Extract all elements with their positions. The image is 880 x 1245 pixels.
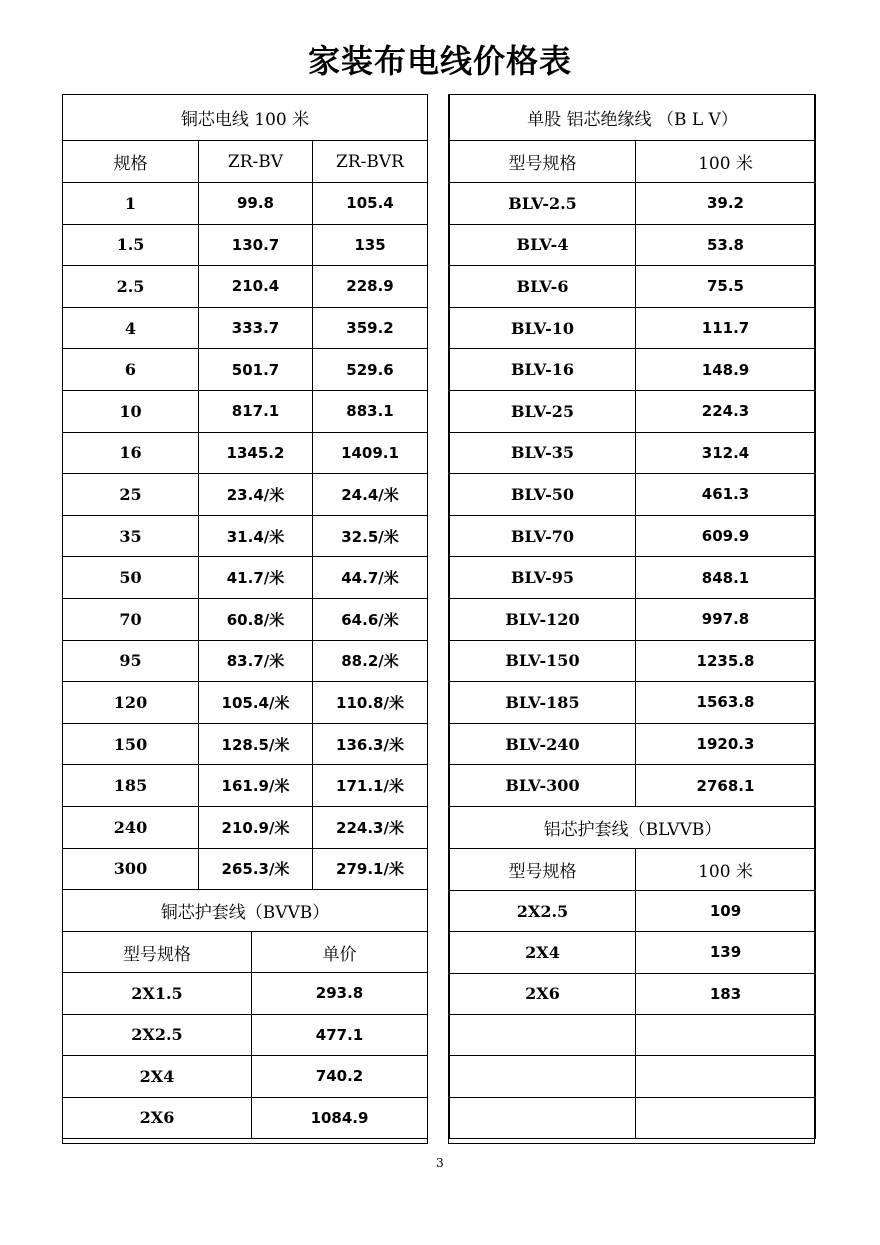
- table-row: [450, 183, 816, 225]
- page-title: 家装布电线价格表: [307, 42, 572, 80]
- spec-cell: 240: [63, 806, 199, 848]
- spec-cell: BLV-4: [450, 224, 636, 266]
- price-cell: 609.9: [636, 515, 816, 557]
- spec-cell: 150: [63, 723, 199, 765]
- table-row: [63, 224, 428, 266]
- price-cell: 105.4/米: [199, 682, 313, 724]
- column-header: 100 米: [636, 141, 816, 183]
- spec-cell: BLV-95: [450, 557, 636, 599]
- table-row: [450, 266, 816, 308]
- price-cell: 293.8: [252, 973, 428, 1015]
- price-cell: 359.2: [313, 307, 428, 349]
- column-header: ZR-BV: [199, 141, 313, 183]
- table-row: [450, 932, 816, 973]
- table-row: [450, 515, 816, 557]
- spec-cell: 50: [63, 557, 199, 599]
- table-row: [63, 1056, 428, 1098]
- spec-cell: 16: [63, 432, 199, 474]
- price-cell: 1409.1: [313, 432, 428, 474]
- price-cell: 171.1/米: [313, 765, 428, 807]
- price-cell: 64.6/米: [313, 598, 428, 640]
- price-cell: 477.1: [252, 1014, 428, 1056]
- table-row: [63, 682, 428, 724]
- price-cell: 224.3: [636, 390, 816, 432]
- price-cell: 501.7: [199, 349, 313, 391]
- table-row: [450, 765, 816, 807]
- section-title: 单股 铝芯绝缘线 （B L V）: [450, 95, 816, 141]
- price-cell: 130.7: [199, 224, 313, 266]
- table-row: [450, 432, 816, 474]
- table-row: [63, 1097, 428, 1139]
- price-cell: 83.7/米: [199, 640, 313, 682]
- copper-wire-table: [62, 94, 428, 1139]
- spec-cell: 300: [63, 848, 199, 890]
- table-row: [450, 890, 816, 931]
- price-cell: 740.2: [252, 1056, 428, 1098]
- section-header-row: [63, 890, 428, 932]
- spec-cell: BLV-240: [450, 723, 636, 765]
- column-header: ZR-BVR: [313, 141, 428, 183]
- page-number: 3: [436, 1156, 444, 1170]
- table-row: [63, 349, 428, 391]
- spec-cell: BLV-25: [450, 390, 636, 432]
- spec-cell: 2.5: [63, 266, 199, 308]
- table-row: [63, 806, 428, 848]
- table-row: [63, 432, 428, 474]
- spec-cell: 120: [63, 682, 199, 724]
- table-row: [450, 557, 816, 599]
- table-row: [63, 640, 428, 682]
- price-cell: 39.2: [636, 183, 816, 225]
- price-cell: 31.4/米: [199, 515, 313, 557]
- spec-cell: 4: [63, 307, 199, 349]
- table-row: [63, 390, 428, 432]
- spec-cell: 70: [63, 598, 199, 640]
- price-cell: 2768.1: [636, 765, 816, 807]
- column-header: 型号规格: [63, 932, 252, 973]
- price-cell: 1235.8: [636, 640, 816, 682]
- spec-cell: BLV-10: [450, 307, 636, 349]
- price-cell: 228.9: [313, 266, 428, 308]
- price-cell: [636, 1097, 816, 1138]
- spec-cell: BLV-6: [450, 266, 636, 308]
- table-row: [450, 682, 816, 724]
- price-cell: 32.5/米: [313, 515, 428, 557]
- price-cell: 75.5: [636, 266, 816, 308]
- price-cell: 99.8: [199, 183, 313, 225]
- table-row: [63, 515, 428, 557]
- price-cell: 529.6: [313, 349, 428, 391]
- table-row: [450, 1056, 816, 1097]
- column-header: 100 米: [636, 848, 816, 890]
- spec-cell: 2X4: [63, 1056, 252, 1098]
- price-cell: 333.7: [199, 307, 313, 349]
- spec-cell: 2X2.5: [63, 1014, 252, 1056]
- spec-cell: 10: [63, 390, 199, 432]
- price-cell: 183: [636, 973, 816, 1014]
- spec-cell: BLV-300: [450, 765, 636, 807]
- price-cell: 24.4/米: [313, 474, 428, 516]
- spec-cell: 2X6: [63, 1097, 252, 1139]
- table-row: [450, 1015, 816, 1056]
- column-header-row: [450, 141, 816, 183]
- price-cell: 44.7/米: [313, 557, 428, 599]
- table-row: [450, 224, 816, 266]
- price-cell: 1084.9: [252, 1097, 428, 1139]
- table-row: [63, 598, 428, 640]
- column-gap: [427, 94, 449, 1144]
- table-row: [63, 474, 428, 516]
- price-cell: 817.1: [199, 390, 313, 432]
- table-row: [63, 973, 428, 1015]
- price-cell: 461.3: [636, 474, 816, 516]
- price-cell: [636, 1015, 816, 1056]
- table-row: [450, 390, 816, 432]
- price-cell: 312.4: [636, 432, 816, 474]
- price-cell: 265.3/米: [199, 848, 313, 890]
- spec-cell: BLV-35: [450, 432, 636, 474]
- spec-cell: 1: [63, 183, 199, 225]
- section-header-row: [450, 95, 816, 141]
- table-row: [63, 307, 428, 349]
- spec-cell: [450, 1056, 636, 1097]
- price-cell: 279.1/米: [313, 848, 428, 890]
- spec-cell: 2X4: [450, 932, 636, 973]
- column-header: 型号规格: [450, 141, 636, 183]
- price-cell: 1920.3: [636, 723, 816, 765]
- table-row: [63, 557, 428, 599]
- table-row: [63, 183, 428, 225]
- price-cell: 128.5/米: [199, 723, 313, 765]
- section-header-row: [63, 95, 428, 141]
- spec-cell: 95: [63, 640, 199, 682]
- spec-cell: BLV-50: [450, 474, 636, 516]
- spec-cell: 1.5: [63, 224, 199, 266]
- spec-cell: 2X2.5: [450, 890, 636, 931]
- column-header: 型号规格: [450, 848, 636, 890]
- price-cell: 136.3/米: [313, 723, 428, 765]
- price-cell: 135: [313, 224, 428, 266]
- spec-cell: BLV-120: [450, 598, 636, 640]
- price-cell: 41.7/米: [199, 557, 313, 599]
- spec-cell: BLV-2.5: [450, 183, 636, 225]
- price-cell: 848.1: [636, 557, 816, 599]
- table-row: [450, 640, 816, 682]
- table-row: [63, 765, 428, 807]
- price-cell: 997.8: [636, 598, 816, 640]
- table-row: [450, 1097, 816, 1138]
- spec-cell: 6: [63, 349, 199, 391]
- aluminum-wire-table: [449, 94, 816, 1139]
- table-row: [450, 474, 816, 516]
- price-cell: 883.1: [313, 390, 428, 432]
- price-cell: 110.8/米: [313, 682, 428, 724]
- price-cell: 224.3/米: [313, 806, 428, 848]
- column-header-row: [450, 848, 816, 890]
- table-row: [450, 307, 816, 349]
- spec-cell: 2X1.5: [63, 973, 252, 1015]
- table-row: [450, 723, 816, 765]
- section-header-row: [450, 806, 816, 848]
- section-title: 铜芯电线 100 米: [63, 95, 428, 141]
- price-cell: 210.9/米: [199, 806, 313, 848]
- price-cell: 1563.8: [636, 682, 816, 724]
- price-cell: 88.2/米: [313, 640, 428, 682]
- spec-cell: BLV-150: [450, 640, 636, 682]
- price-cell: 109: [636, 890, 816, 931]
- section-title: 铝芯护套线（BLVVB）: [450, 806, 816, 848]
- price-cell: 139: [636, 932, 816, 973]
- column-header-row: [63, 932, 428, 973]
- price-cell: 23.4/米: [199, 474, 313, 516]
- spec-cell: [450, 1015, 636, 1056]
- table-row: [63, 266, 428, 308]
- spec-cell: BLV-16: [450, 349, 636, 391]
- table-row: [63, 848, 428, 890]
- column-header-row: [63, 141, 428, 183]
- price-cell: 210.4: [199, 266, 313, 308]
- section-title: 铜芯护套线（BVVB）: [63, 890, 428, 932]
- table-row: [63, 723, 428, 765]
- spec-cell: [450, 1097, 636, 1138]
- price-cell: 111.7: [636, 307, 816, 349]
- price-cell: 105.4: [313, 183, 428, 225]
- price-cell: 53.8: [636, 224, 816, 266]
- spec-cell: BLV-185: [450, 682, 636, 724]
- column-header: 单价: [252, 932, 428, 973]
- table-row: [450, 349, 816, 391]
- price-cell: 1345.2: [199, 432, 313, 474]
- table-row: [450, 973, 816, 1014]
- spec-cell: 25: [63, 474, 199, 516]
- table-row: [63, 1014, 428, 1056]
- price-cell: 148.9: [636, 349, 816, 391]
- column-header: 规格: [63, 141, 199, 183]
- spec-cell: BLV-70: [450, 515, 636, 557]
- table-row: [450, 598, 816, 640]
- price-cell: 161.9/米: [199, 765, 313, 807]
- spec-cell: 185: [63, 765, 199, 807]
- spec-cell: 2X6: [450, 973, 636, 1014]
- spec-cell: 35: [63, 515, 199, 557]
- price-cell: 60.8/米: [199, 598, 313, 640]
- price-cell: [636, 1056, 816, 1097]
